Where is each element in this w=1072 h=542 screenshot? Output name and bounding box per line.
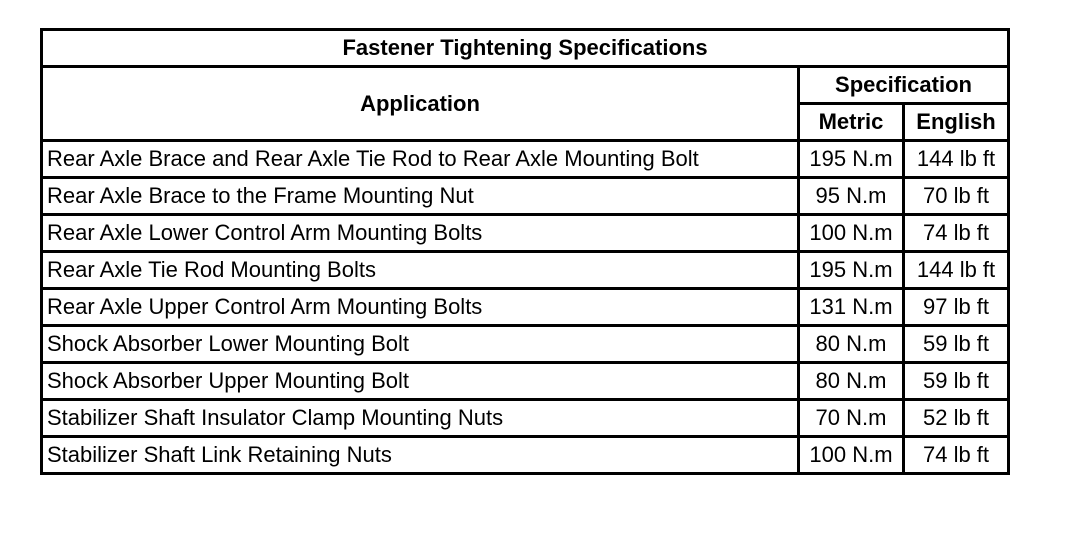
table-row [42, 252, 1009, 289]
metric-cell: 95 N.m [799, 178, 904, 215]
metric-cell: 195 N.m [799, 252, 904, 289]
metric-cell: 100 N.m [799, 437, 904, 474]
metric-cell: 80 N.m [799, 326, 904, 363]
table-row [42, 178, 1009, 215]
english-cell: 59 lb ft [904, 363, 1009, 400]
table-row [42, 289, 1009, 326]
english-cell: 70 lb ft [904, 178, 1009, 215]
header-metric: Metric [799, 104, 904, 141]
metric-cell: 70 N.m [799, 400, 904, 437]
application-cell: Shock Absorber Lower Mounting Bolt [42, 326, 799, 363]
application-cell: Rear Axle Upper Control Arm Mounting Bolts [42, 289, 799, 326]
english-cell: 74 lb ft [904, 215, 1009, 252]
table-row [42, 400, 1009, 437]
table-row [42, 326, 1009, 363]
metric-cell: 131 N.m [799, 289, 904, 326]
metric-cell: 100 N.m [799, 215, 904, 252]
application-cell: Stabilizer Shaft Insulator Clamp Mounting Nuts [42, 400, 799, 437]
english-cell: 144 lb ft [904, 252, 1009, 289]
table-title-row [42, 30, 1009, 67]
table-row [42, 141, 1009, 178]
table-row [42, 363, 1009, 400]
table-row [42, 215, 1009, 252]
english-cell: 52 lb ft [904, 400, 1009, 437]
table-body [42, 141, 1009, 474]
english-cell: 144 lb ft [904, 141, 1009, 178]
english-cell: 59 lb ft [904, 326, 1009, 363]
metric-cell: 80 N.m [799, 363, 904, 400]
header-application: Application [42, 67, 799, 141]
header-english: English [904, 104, 1009, 141]
metric-cell: 195 N.m [799, 141, 904, 178]
header-row [42, 67, 1009, 104]
table-title: Fastener Tightening Specifications [42, 30, 1009, 67]
application-cell: Rear Axle Tie Rod Mounting Bolts [42, 252, 799, 289]
table-row [42, 437, 1009, 474]
header-specification: Specification [799, 67, 1009, 104]
application-cell: Rear Axle Brace and Rear Axle Tie Rod to Rear Axle Mounting Bolt [42, 141, 799, 178]
english-cell: 97 lb ft [904, 289, 1009, 326]
english-cell: 74 lb ft [904, 437, 1009, 474]
fastener-spec-table [40, 28, 1010, 475]
application-cell: Shock Absorber Upper Mounting Bolt [42, 363, 799, 400]
application-cell: Rear Axle Brace to the Frame Mounting Nut [42, 178, 799, 215]
application-cell: Rear Axle Lower Control Arm Mounting Bolts [42, 215, 799, 252]
application-cell: Stabilizer Shaft Link Retaining Nuts [42, 437, 799, 474]
